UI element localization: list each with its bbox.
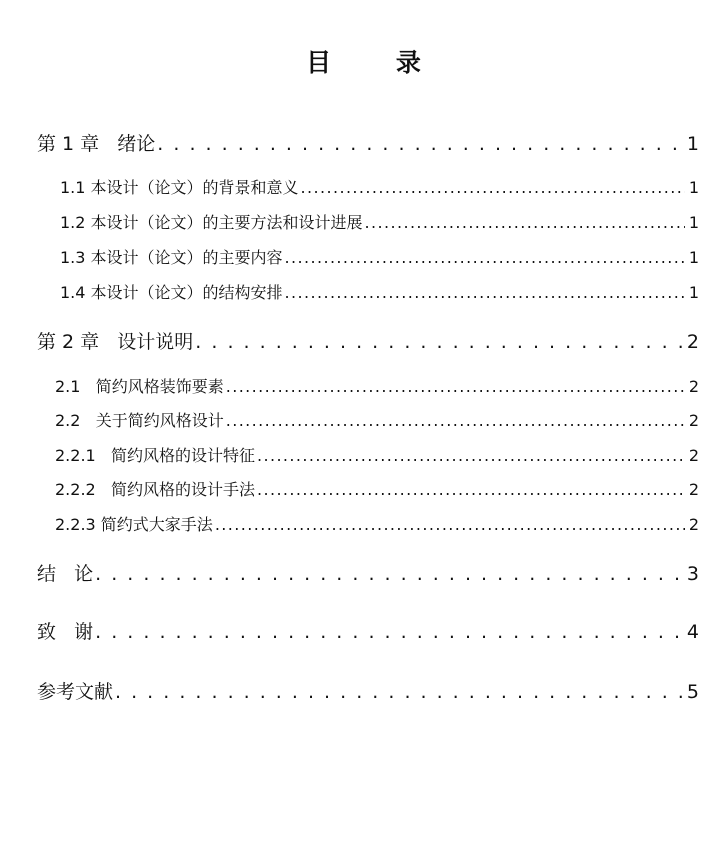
toc-entry-section-2-2-1[interactable]	[55, 445, 699, 467]
toc-entry-acknowledgements[interactable]	[37, 619, 699, 645]
toc-entry-page-number: 1	[688, 248, 699, 267]
toc-entry-page-number: 1	[688, 283, 699, 302]
toc-entry-page-number: 5	[686, 681, 699, 703]
dot-leader	[226, 410, 685, 432]
toc-entry-page-number: 2	[688, 446, 699, 465]
dot-leader	[285, 247, 685, 269]
toc-entry-page-number: 2	[688, 411, 699, 430]
toc-entry-chapter-2[interactable]	[37, 329, 699, 355]
toc-entry-label: 2.2.1 简约风格的设计特征	[55, 446, 255, 465]
toc-entry-references[interactable]	[37, 679, 699, 705]
dot-leader	[115, 679, 683, 705]
dot-leader	[257, 445, 685, 467]
toc-entry-section-2-2-2[interactable]	[55, 479, 699, 501]
toc-entry-page-number: 3	[686, 563, 699, 585]
toc-entry-label: 1.1 本设计（论文）的背景和意义	[60, 178, 299, 197]
toc-entry-label: 2.2.2 简约风格的设计手法	[55, 480, 255, 499]
toc-entry-conclusion[interactable]	[37, 561, 699, 587]
toc-entry-label: 1.3 本设计（论文）的主要内容	[60, 248, 283, 267]
toc-entry-page-number: 2	[688, 515, 699, 534]
toc-entry-section-2-1[interactable]	[55, 376, 699, 398]
dot-leader	[301, 177, 685, 199]
toc-entry-label: 第 2 章 设计说明	[37, 331, 194, 353]
dot-leader	[95, 561, 683, 587]
toc-entry-label: 致 谢	[37, 621, 94, 643]
toc-entry-label: 1.2 本设计（论文）的主要方法和设计进展	[60, 213, 363, 232]
dot-leader	[195, 329, 683, 355]
toc-entry-chapter-1[interactable]	[37, 131, 699, 157]
toc-entry-label: 第 1 章 绪论	[37, 133, 156, 155]
dot-leader	[215, 514, 685, 536]
toc-entry-label: 参考文献	[37, 681, 114, 703]
toc-title: 目 录	[306, 48, 449, 77]
toc-entry-page-number: 1	[688, 213, 699, 232]
dot-leader	[285, 282, 685, 304]
toc-entry-page-number: 2	[686, 331, 699, 353]
toc-entry-section-1-2[interactable]	[60, 212, 699, 234]
dot-leader	[95, 619, 683, 645]
toc-entry-label: 2.2.3 简约式大家手法	[55, 515, 213, 534]
toc-entry-label: 2.2 关于简约风格设计	[55, 411, 224, 430]
toc-entry-section-1-4[interactable]	[60, 282, 699, 304]
toc-entry-page-number: 1	[686, 133, 699, 155]
toc-entry-page-number: 2	[688, 480, 699, 499]
toc-entry-label: 结 论	[37, 563, 94, 585]
toc-entry-page-number: 4	[686, 621, 699, 643]
dot-leader	[157, 131, 683, 157]
toc-entry-section-2-2[interactable]	[55, 410, 699, 432]
toc-entry-section-1-3[interactable]	[60, 247, 699, 269]
toc-entry-label: 1.4 本设计（论文）的结构安排	[60, 283, 283, 302]
dot-leader	[365, 212, 685, 234]
toc-entry-page-number: 1	[688, 178, 699, 197]
toc-entry-section-2-2-3[interactable]	[55, 514, 699, 536]
toc-entry-section-1-1[interactable]	[60, 177, 699, 199]
toc-entry-label: 2.1 简约风格装饰要素	[55, 377, 224, 396]
dot-leader	[257, 479, 685, 501]
toc-entry-page-number: 2	[688, 377, 699, 396]
dot-leader	[226, 376, 685, 398]
